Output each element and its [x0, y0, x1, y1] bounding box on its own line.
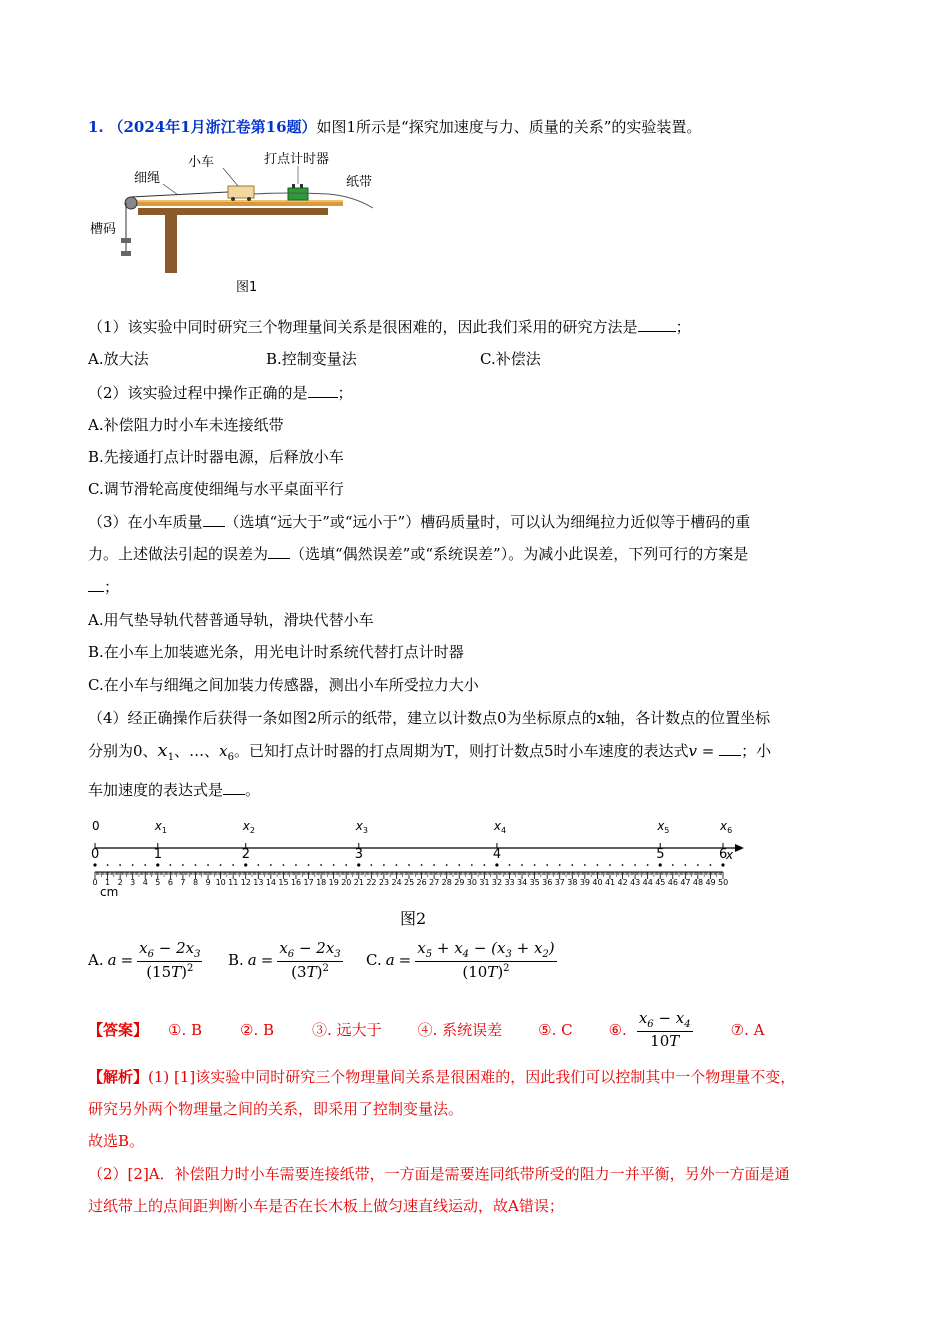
count-point-dot-1: [156, 863, 159, 866]
tape-dot: [471, 864, 473, 866]
ruler-label-44: 44: [642, 878, 653, 887]
ruler-label-31: 31: [479, 878, 490, 887]
choice-a: A. a = $\frac{x_6 - 2x_3}{(15T)^2}$: [88, 939, 201, 981]
top-label-6: $x_6$: [720, 819, 733, 835]
q1-option-c: C.补偿法: [480, 350, 541, 368]
top-label-3: $x_3$: [355, 819, 368, 835]
count-point-dot-4: [495, 863, 498, 866]
ruler-label-36: 36: [542, 878, 553, 887]
answer-3: ③. 远大于: [312, 1021, 382, 1040]
ruler-label-24: 24: [391, 878, 402, 887]
label-weight: 槽码: [90, 222, 117, 237]
ruler-label-46: 46: [667, 878, 678, 887]
count-point-dot-3: [357, 863, 360, 866]
tape-dot: [257, 864, 259, 866]
count-point-label-3: 3: [354, 847, 364, 862]
formula-a: $\frac{x_6 - 2x_3}{(15T)^2}$: [139, 939, 201, 981]
ruler-label-43: 43: [630, 878, 641, 887]
ruler-label-25: 25: [404, 878, 415, 887]
tape-dot: [320, 864, 322, 866]
ruler-label-10: 10: [215, 878, 226, 887]
ruler-label-9: 9: [205, 878, 211, 887]
ruler-label-37: 37: [554, 878, 565, 887]
ruler-label-8: 8: [192, 878, 199, 887]
q4-line-3: 车加速度的表达式是 。: [88, 781, 261, 799]
tape-dot: [483, 864, 485, 866]
q2-option-b: B.先接通打点计时器电源，后释放小车: [88, 448, 344, 466]
count-point-label-6: 6: [719, 847, 728, 862]
analysis-p1-line1: 【解析】(1) [1]该实验中同时研究三个物理量间关系是很困难的，因此我们可以控制其中一个物理量不变，: [88, 1068, 796, 1086]
tape-dot: [609, 864, 611, 866]
analysis-p1-line2: 研究另外两个物理量之间的关系，即采用了控制变量法。: [88, 1100, 464, 1118]
answer-blank: [308, 383, 338, 398]
answer-7: ⑦. A: [730, 1020, 765, 1039]
tape-dot: [195, 864, 197, 866]
tape-dot: [559, 864, 561, 866]
ruler-label-47: 47: [680, 878, 691, 887]
answer-4: ④. 系统误差: [417, 1021, 503, 1040]
q3-line-1: （3）在小车质量 （选填“远大于”或“远小于”）槽码质量时，可以认为细绳拉力近似等于槽码的重: [88, 513, 751, 531]
tape-dot: [119, 864, 121, 866]
ruler-label-49: 49: [705, 878, 716, 887]
ruler-label-6: 6: [167, 878, 173, 887]
ruler-label-16: 16: [290, 878, 302, 887]
figure-2-caption: 图2: [400, 909, 427, 928]
ruler-label-50: 50: [718, 878, 729, 887]
q1-option-b: B.控制变量法: [266, 350, 357, 368]
ruler-label-45: 45: [655, 878, 666, 887]
answer-1: ①. B: [168, 1020, 203, 1039]
count-point-label-2: 2: [241, 847, 251, 862]
count-point-label-4: 4: [492, 847, 502, 862]
analysis-tag: 【解析】: [88, 1068, 149, 1086]
formula-c: $\frac{x_5 + x_4 - (x_3 + x_2)}{(10T)^2}$: [417, 939, 555, 981]
ruler-label-7: 7: [180, 878, 186, 887]
ruler-label-33: 33: [504, 878, 515, 887]
ruler-label-29: 29: [454, 878, 465, 887]
ruler-label-40: 40: [592, 878, 603, 887]
q2-option-c: C.调节滑轮高度使细绳与水平桌面平行: [88, 480, 344, 498]
tape-dot: [571, 864, 573, 866]
count-point-dot-5: [659, 863, 662, 866]
tape-dot: [345, 864, 347, 866]
tape-dot: [232, 864, 234, 866]
tape-dot: [408, 864, 410, 866]
tape-dot: [597, 864, 599, 866]
answer-blank: [719, 741, 741, 756]
tape-dot: [521, 864, 523, 866]
ruler-label-19: 19: [328, 878, 339, 887]
choice-b: B. a = $\frac{x_6 - 2x_3}{(3T)^2}$: [228, 939, 341, 981]
answer-line: [88, 1010, 764, 1050]
label-car: 小车: [188, 155, 215, 170]
ruler-label-23: 23: [378, 878, 390, 887]
q3-option-b: B.在小车上加装遮光条，用光电计时系统代替打点计时器: [88, 643, 464, 661]
ruler-label-34: 34: [517, 878, 528, 887]
ruler-label-48: 48: [692, 878, 704, 887]
tape-dot: [283, 864, 285, 866]
question-header: [88, 116, 701, 137]
label-tape: 纸带: [346, 175, 373, 190]
ruler-label-18: 18: [316, 878, 327, 887]
tape-dot: [672, 864, 674, 866]
ruler-label-17: 17: [303, 878, 314, 887]
ruler-label-4: 4: [142, 878, 148, 887]
top-label-2: $x_2$: [242, 819, 255, 835]
question-number: 1.: [88, 118, 104, 136]
ruler-label-22: 22: [366, 878, 377, 887]
ruler-label-20: 20: [341, 878, 352, 887]
q2-stem: （2）该实验过程中操作正确的是 ；: [88, 384, 353, 402]
axis-label-x: x: [726, 848, 734, 862]
count-point-label-0: 0: [91, 847, 100, 862]
tape-dot: [169, 864, 171, 866]
ruler-label-39: 39: [579, 878, 591, 887]
tape-dot: [333, 864, 335, 866]
tape-dot: [584, 864, 586, 866]
ruler-unit: cm: [100, 885, 119, 899]
tape-dot: [107, 864, 109, 866]
ruler-label-26: 26: [416, 878, 427, 887]
tape-dot: [270, 864, 272, 866]
q3-line-3: ；: [88, 576, 119, 597]
tape-dot: [509, 864, 511, 866]
answer-blank: [638, 317, 676, 332]
tape-dot: [207, 864, 209, 866]
answer-blank: [203, 512, 225, 527]
ruler-label-11: 11: [228, 878, 239, 887]
question-source: （2024年1月浙江卷第16题）: [108, 118, 317, 136]
tape-dot: [697, 864, 699, 866]
ruler-label-13: 13: [253, 878, 264, 887]
analysis-p2-line2: 过纸带上的点间距判断小车是否在长木板上做匀速直线运动，故A错误；: [88, 1197, 564, 1215]
formula-b: $\frac{x_6 - 2x_3}{(3T)^2}$: [279, 939, 341, 981]
label-timer: 打点计时器: [264, 152, 330, 167]
ruler-label-32: 32: [491, 878, 503, 887]
tape-dot: [710, 864, 712, 866]
count-point-dot-6: [721, 863, 724, 866]
answer-tag: 【答案】: [88, 1021, 149, 1040]
tape-dot: [684, 864, 686, 866]
ruler-label-2: 2: [117, 878, 123, 887]
ruler-label-27: 27: [429, 878, 440, 887]
tape-dot: [182, 864, 184, 866]
ruler-label-5: 5: [155, 878, 161, 887]
count-point-label-1: 1: [153, 847, 163, 862]
analysis-p1-line3: 故选B。: [88, 1132, 145, 1150]
tape-dot: [421, 864, 423, 866]
choice-c: C. a = $\frac{x_5 + x_4 - (x_3 + x_2)}{(10T)^2}$: [366, 939, 555, 981]
ruler-label-15: 15: [278, 878, 289, 887]
ruler-label-42: 42: [617, 878, 628, 887]
q1-option-a: A.放大法: [88, 350, 149, 368]
ruler-label-0: 0: [92, 878, 98, 887]
ruler-label-1: 1: [105, 878, 111, 887]
ruler-label-38: 38: [567, 878, 578, 887]
tape-dot: [220, 864, 222, 866]
tape-dot: [308, 864, 310, 866]
analysis-p2-line1: （2）[2]A．补偿阻力时小车需要连接纸带，一方面是需要连同纸带所受的阻力一并平衡，另外一方面是通: [88, 1165, 790, 1183]
count-point-dot-2: [244, 863, 247, 866]
tape-dot: [458, 864, 460, 866]
answer-blank: [268, 544, 290, 559]
question-intro: 如图1所示是“探究加速度与力、质量的关系”的实验装置。: [316, 118, 702, 136]
tape-dot: [396, 864, 398, 866]
tape-dot: [370, 864, 372, 866]
answer-blank: [223, 780, 245, 795]
count-point-dot-0: [93, 863, 96, 866]
q2-option-a: A.补偿阻力时小车未连接纸带: [88, 416, 284, 434]
tape-dot: [634, 864, 636, 866]
tape-dot: [647, 864, 649, 866]
ruler-label-41: 41: [604, 878, 616, 887]
q4-line-2: 分别为0、$x_1$、…、$x_6$。已知打点计时器的打点周期为T，则打计数点5时小车速度的表达式v = ；小: [88, 740, 772, 763]
ruler-label-28: 28: [441, 878, 452, 887]
ruler-label-14: 14: [265, 878, 277, 887]
figure-1-apparatus: [88, 148, 388, 298]
top-label-5: $x_5$: [657, 819, 670, 835]
ruler-label-3: 3: [130, 878, 136, 887]
tape-dot: [446, 864, 448, 866]
ruler-label-35: 35: [529, 878, 540, 887]
top-label-4: $x_4$: [493, 819, 507, 835]
answer-5: ⑤. C: [538, 1020, 573, 1039]
tape-dot: [383, 864, 385, 866]
tape-dot: [144, 864, 146, 866]
ruler-label-30: 30: [466, 878, 477, 887]
q3-line-2: 力。上述做法引起的误差为 （选填“偶然误差”或“系统误差”）。为减小此误差，下列可行的方案是: [88, 545, 749, 563]
q3-option-a: A.用气垫导轨代替普通导轨，滑块代替小车: [88, 611, 374, 629]
answer-2: ②. B: [240, 1020, 275, 1039]
tape-dot: [433, 864, 435, 866]
q3-option-c: C.在小车与细绳之间加装力传感器，测出小车所受拉力大小: [88, 676, 479, 694]
top-label-1: $x_1$: [154, 819, 168, 835]
count-point-label-5: 5: [656, 847, 665, 862]
tape-dot: [132, 864, 134, 866]
top-label-0: 0: [92, 819, 100, 833]
tape-dot: [534, 864, 536, 866]
figure-1-caption: 图1: [236, 280, 258, 295]
tape-dot: [622, 864, 624, 866]
answer-6-formula: $\frac{x_6 - x_4}{10T}$: [638, 1009, 691, 1050]
label-rope: 细绳: [134, 171, 161, 186]
ruler-label-12: 12: [240, 878, 251, 887]
ruler-label-21: 21: [353, 878, 364, 887]
answer-6: ⑥.: [608, 1020, 627, 1039]
tape-dot: [546, 864, 548, 866]
q1-stem: （1）该实验中同时研究三个物理量间关系是很困难的，因此我们采用的研究方法是 ；: [88, 318, 691, 336]
tape-dot: [295, 864, 297, 866]
q4-line-1: （4）经正确操作后获得一条如图2所示的纸带，建立以计数点0为坐标原点的x轴，各计数点的位置坐标: [88, 709, 771, 727]
answer-blank: [88, 577, 104, 592]
